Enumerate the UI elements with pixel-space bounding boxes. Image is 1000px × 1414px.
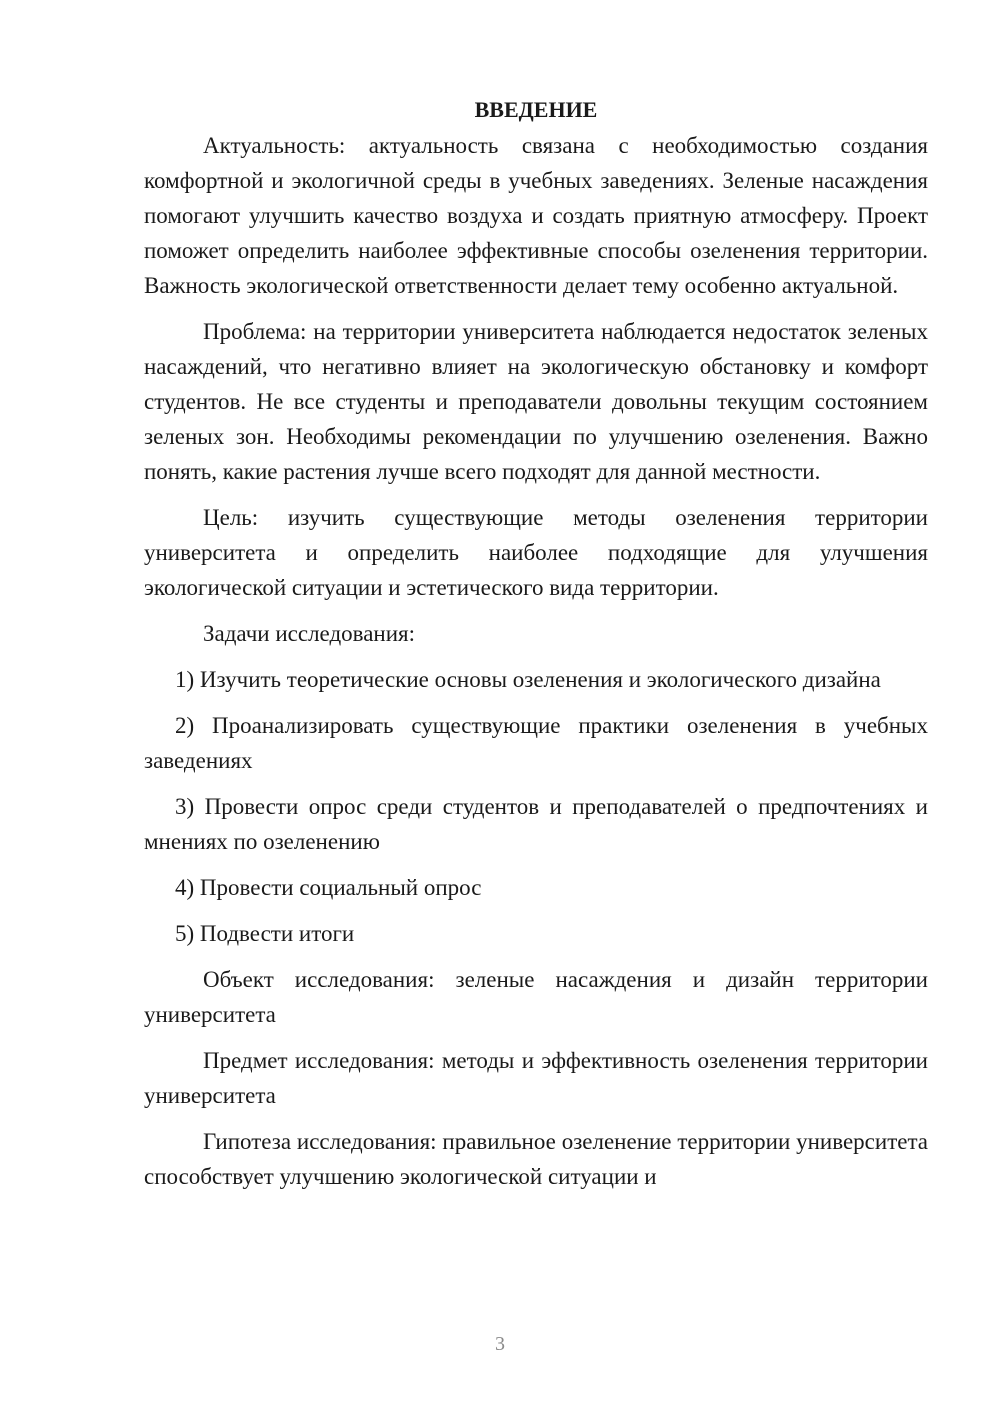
paragraph-tasks-heading: Задачи исследования: [203, 621, 416, 646]
task-item-2: 2) Проанализировать существующие практики озеленения в учебных заведениях [144, 713, 928, 773]
task-item-3: 3) Провести опрос среди студентов и преподавателей о предпочтениях и мнениях по озеленению [144, 794, 928, 854]
page-content [144, 92, 928, 1205]
task-item-4: 4) Провести социальный опрос [175, 875, 482, 900]
paragraph-object: Объект исследования: зеленые насаждения и дизайн территории университета [144, 967, 928, 1027]
task-item-5: 5) Подвести итоги [175, 921, 355, 946]
paragraph-subject: Предмет исследования: методы и эффективность озеленения территории университета [144, 1048, 928, 1108]
paragraph-hypothesis: Гипотеза исследования: правильное озеленение территории университета способствует улучшению экологической ситуации и [144, 1129, 928, 1189]
page-number: 3 [495, 1333, 505, 1355]
paragraph-relevance: Актуальность: актуальность связана с необходимостью создания комфортной и экологичной среды в учебных заведениях. Зеленые насаждения помогают улучшить качество воздуха и создать приятную атмосферу. Проект поможет определить наиболее эффективные способы озеленения территории. Важность экологической ответственности делает тему особенно актуальной. [144, 133, 928, 298]
page-title: ВВЕДЕНИЕ [474, 97, 598, 122]
task-item-1: 1) Изучить теоретические основы озеленения и экологического дизайна [175, 667, 881, 692]
paragraph-goal: Цель: изучить существующие методы озеленения территории университета и определить наиболее подходящие для улучшения экологической ситуации и эстетического вида территории. [144, 505, 928, 600]
paragraph-problem: Проблема: на территории университета наблюдается недостаток зеленых насаждений, что негативно влияет на экологическую обстановку и комфорт студентов. Не все студенты и преподаватели довольны текущим состоянием зеленых зон. Необходимы рекомендации по улучшению озеленения. Важно понять, какие растения лучше всего подходят для данной местности. [144, 319, 928, 484]
